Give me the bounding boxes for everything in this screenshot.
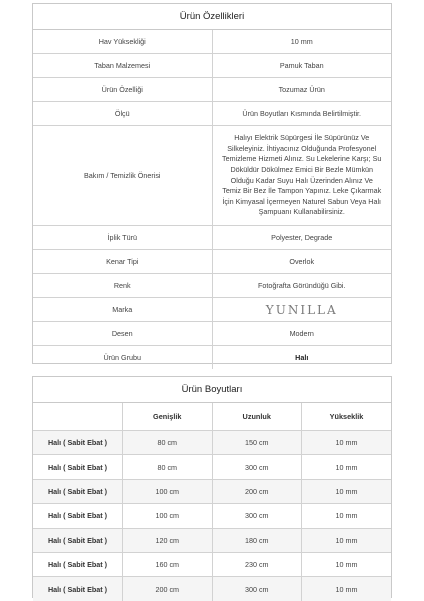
- size-length: 150 cm: [212, 431, 302, 455]
- size-width: 100 cm: [123, 479, 213, 503]
- sizes-row: [33, 504, 391, 528]
- size-width: 80 cm: [123, 455, 213, 479]
- spec-value: Tozumaz Ürün: [212, 78, 391, 102]
- size-height: 10 mm: [302, 577, 392, 601]
- size-width: 160 cm: [123, 552, 213, 576]
- size-row-name: Halı ( Sabit Ebat ): [33, 479, 123, 503]
- size-height: 10 mm: [302, 552, 392, 576]
- spec-row-color: [33, 274, 391, 298]
- sizes-header-row: [33, 403, 391, 431]
- spec-row-product-group: [33, 346, 391, 370]
- size-width: 120 cm: [123, 528, 213, 552]
- size-width: 100 cm: [123, 504, 213, 528]
- size-height: 10 mm: [302, 431, 392, 455]
- spec-value-care: Halıyı Elektrik Süpürgesi İle Süpürünüz Ve Silkeleyiniz. İhtiyacınız Olduğunda Profesyonel Temizleme Hizmeti Alınız. Su Lekelerine Karşı; Su Döküldür Dökülmez Emici Bir Bezle Mümkün Olduğu Kadar Suyu Halı Üzerinden Alınız Ve Temiz Bir Bez İle Tampon Yapınız. Leke Çıkarmak İçin Kimyasal İçermeyen Naturel Sabun Veya Halı Şampuanı Kullanabilirsiniz.: [212, 126, 391, 226]
- size-height: 10 mm: [302, 528, 392, 552]
- spec-row-brand: [33, 298, 391, 322]
- spec-value: Ürün Boyutları Kısmında Belirtilmiştir.: [212, 102, 391, 126]
- spec-label: Hav Yüksekliği: [33, 30, 212, 54]
- sizes-header-blank: [33, 403, 123, 431]
- spec-row-pile-height: [33, 30, 391, 54]
- size-length: 230 cm: [212, 552, 302, 576]
- size-row-name: Halı ( Sabit Ebat ): [33, 577, 123, 601]
- product-specs-title: Ürün Özellikleri: [33, 4, 391, 30]
- spec-row-product-feature: [33, 78, 391, 102]
- spec-row-edge-type: [33, 250, 391, 274]
- product-sizes-title: Ürün Boyutları: [33, 377, 391, 403]
- sizes-header-width: Genişlik: [123, 403, 213, 431]
- size-row-name: Halı ( Sabit Ebat ): [33, 431, 123, 455]
- size-height: 10 mm: [302, 455, 392, 479]
- brand-logo[interactable]: YUNILLA: [265, 302, 338, 317]
- product-specs-table: [33, 30, 391, 369]
- size-row-name: Halı ( Sabit Ebat ): [33, 528, 123, 552]
- spec-row-yarn-type: [33, 226, 391, 250]
- sizes-row: [33, 577, 391, 601]
- size-row-name: Halı ( Sabit Ebat ): [33, 504, 123, 528]
- spec-value: Pamuk Taban: [212, 54, 391, 78]
- spec-value: Halı: [212, 346, 391, 370]
- spec-value: 10 mm: [212, 30, 391, 54]
- spec-label: İplik Türü: [33, 226, 212, 250]
- spec-row-care: [33, 126, 391, 226]
- sizes-header-height: Yükseklik: [302, 403, 392, 431]
- sizes-row: [33, 455, 391, 479]
- size-length: 300 cm: [212, 577, 302, 601]
- spec-label: Kenar Tipi: [33, 250, 212, 274]
- spec-label: Marka: [33, 298, 212, 322]
- size-length: 300 cm: [212, 504, 302, 528]
- size-length: 300 cm: [212, 455, 302, 479]
- spec-value: Modern: [212, 322, 391, 346]
- spec-value: Overlok: [212, 250, 391, 274]
- spec-row-pattern: [33, 322, 391, 346]
- product-specs-panel: [32, 3, 392, 364]
- spec-label: Desen: [33, 322, 212, 346]
- spec-value-brand[interactable]: [212, 298, 391, 322]
- size-width: 200 cm: [123, 577, 213, 601]
- spec-value: Polyester, Degrade: [212, 226, 391, 250]
- spec-label: Bakım / Temizlik Önerisi: [33, 126, 212, 226]
- spec-row-base-material: [33, 54, 391, 78]
- size-length: 200 cm: [212, 479, 302, 503]
- size-row-name: Halı ( Sabit Ebat ): [33, 552, 123, 576]
- product-sizes-panel: [32, 376, 392, 598]
- spec-value: Fotoğrafta Göründüğü Gibi.: [212, 274, 391, 298]
- product-sizes-table: [33, 403, 391, 601]
- spec-label: Ürün Grubu: [33, 346, 212, 370]
- spec-label: Renk: [33, 274, 212, 298]
- spec-label: Taban Malzemesi: [33, 54, 212, 78]
- size-length: 180 cm: [212, 528, 302, 552]
- sizes-header-length: Uzunluk: [212, 403, 302, 431]
- sizes-row: [33, 528, 391, 552]
- spec-label: Ürün Özelliği: [33, 78, 212, 102]
- sizes-row: [33, 552, 391, 576]
- size-row-name: Halı ( Sabit Ebat ): [33, 455, 123, 479]
- size-width: 80 cm: [123, 431, 213, 455]
- size-height: 10 mm: [302, 504, 392, 528]
- sizes-row: [33, 431, 391, 455]
- size-height: 10 mm: [302, 479, 392, 503]
- spec-label: Ölçü: [33, 102, 212, 126]
- spec-row-size: [33, 102, 391, 126]
- sizes-row: [33, 479, 391, 503]
